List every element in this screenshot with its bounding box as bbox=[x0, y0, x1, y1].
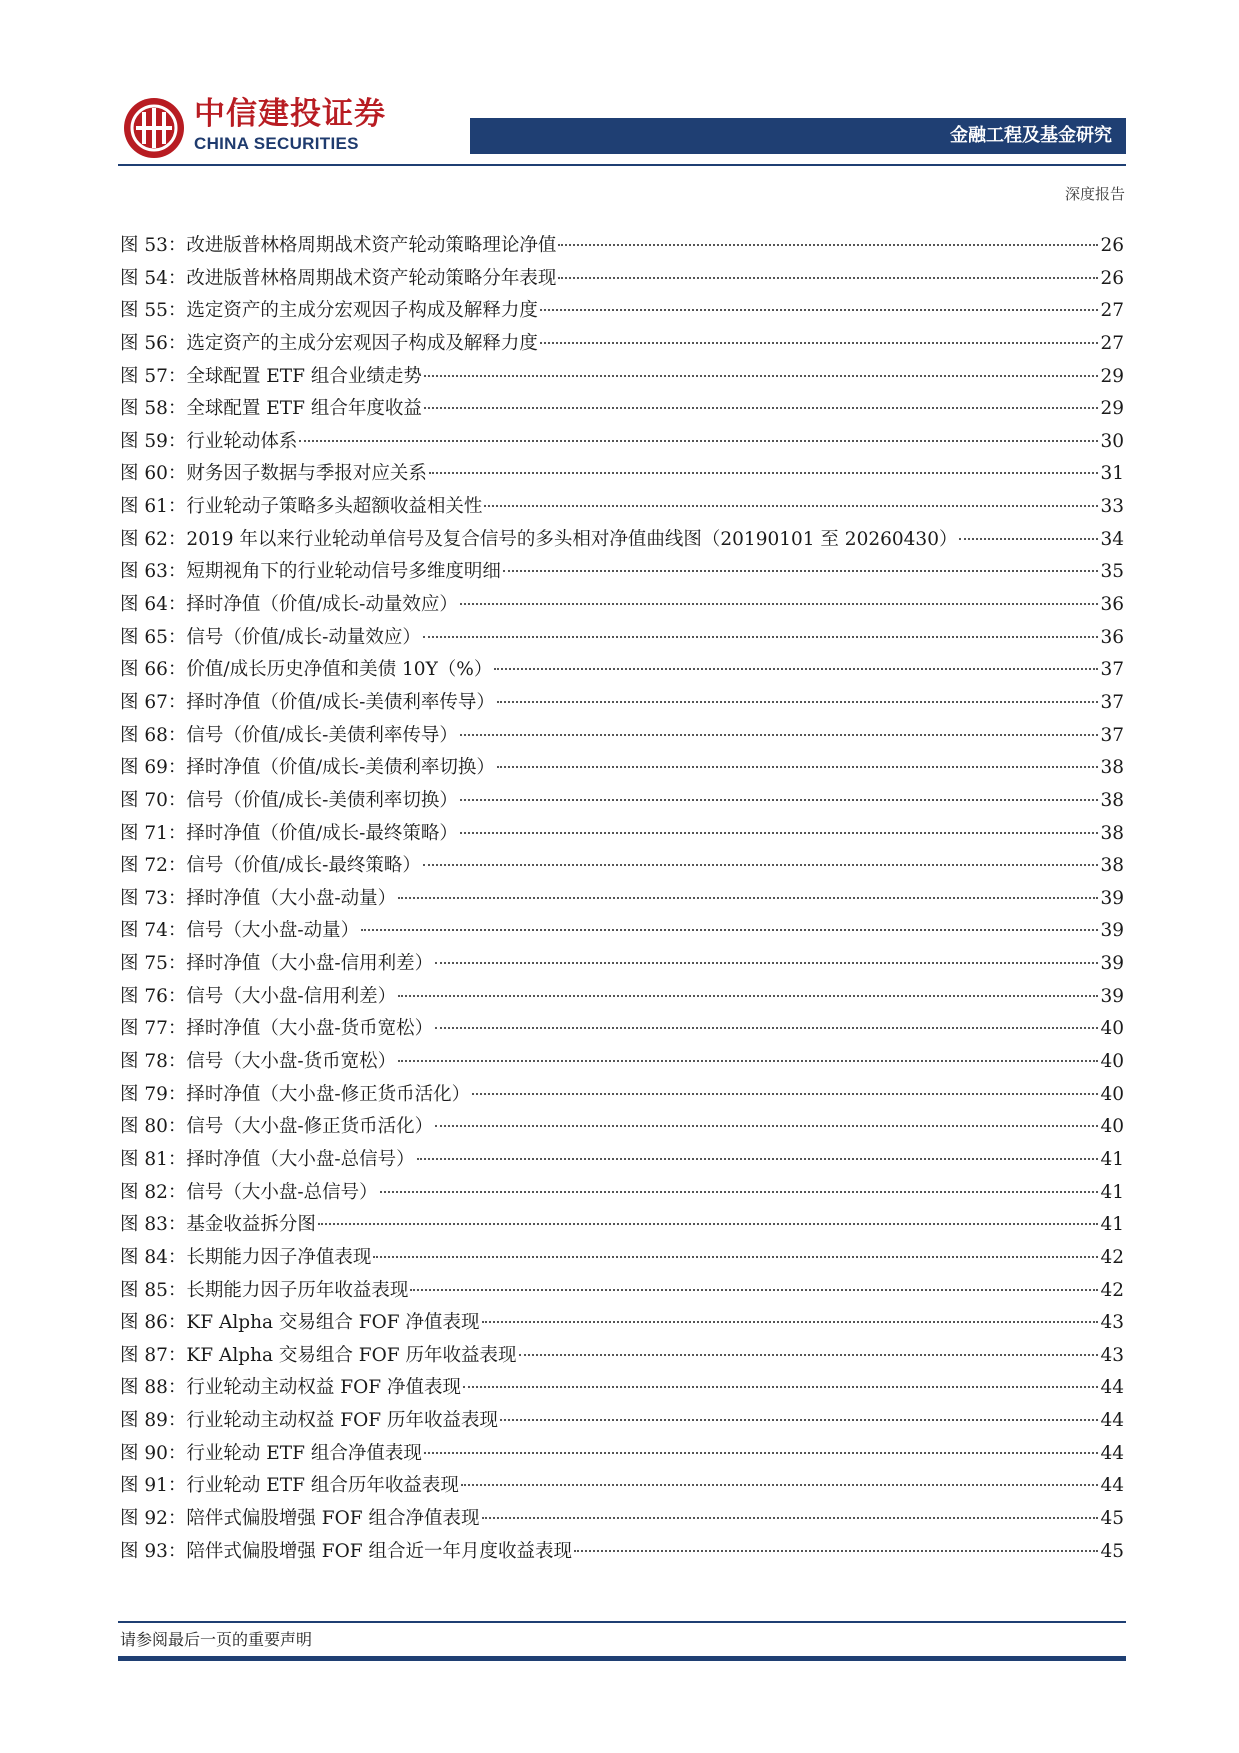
toc-page-number: 37 bbox=[1100, 724, 1124, 746]
toc-dot-leader bbox=[398, 1060, 1098, 1062]
toc-figure-title: 信号（大小盘-货币宽松） bbox=[186, 1051, 397, 1073]
toc-page-number: 42 bbox=[1100, 1279, 1124, 1301]
toc-page-number: 40 bbox=[1100, 1018, 1124, 1040]
toc-page-number: 36 bbox=[1100, 626, 1124, 648]
toc-entry[interactable] bbox=[120, 1177, 1124, 1210]
toc-page-number: 29 bbox=[1100, 365, 1124, 387]
toc-figure-title: 改进版普林格周期战术资产轮动策略理论净值 bbox=[186, 235, 557, 256]
toc-entry[interactable] bbox=[120, 654, 1124, 687]
toc-entry[interactable] bbox=[120, 1046, 1124, 1079]
toc-dot-leader bbox=[482, 1517, 1099, 1519]
toc-dot-leader bbox=[423, 636, 1099, 638]
toc-entry[interactable] bbox=[120, 818, 1124, 851]
toc-figure-label: 图 78： bbox=[120, 1051, 187, 1073]
toc-page-number: 41 bbox=[1100, 1214, 1124, 1236]
toc-page-number: 37 bbox=[1100, 659, 1124, 681]
toc-dot-leader bbox=[417, 1158, 1099, 1160]
toc-figure-label: 图 74： bbox=[120, 920, 187, 942]
toc-figure-label: 图 64： bbox=[120, 594, 187, 616]
toc-entry[interactable] bbox=[120, 491, 1124, 524]
toc-entry[interactable] bbox=[120, 720, 1124, 753]
toc-figure-label: 图 58： bbox=[120, 398, 187, 420]
toc-dot-leader bbox=[318, 1223, 1099, 1225]
toc-dot-leader bbox=[494, 668, 1098, 670]
toc-dot-leader bbox=[484, 505, 1098, 507]
toc-dot-leader bbox=[460, 832, 1099, 834]
toc-figure-title: 选定资产的主成分宏观因子构成及解释力度 bbox=[186, 300, 538, 322]
toc-entry[interactable] bbox=[120, 1470, 1124, 1503]
toc-entry[interactable] bbox=[120, 328, 1124, 361]
toc-dot-leader bbox=[460, 799, 1099, 801]
toc-figure-title: 2019 年以来行业轮动单信号及复合信号的多头相对净值曲线图（20190101 至 20260430） bbox=[186, 528, 958, 550]
toc-page-number: 45 bbox=[1100, 1507, 1124, 1529]
toc-entry[interactable] bbox=[120, 850, 1124, 883]
china-securities-emblem-icon bbox=[122, 96, 186, 160]
toc-figure-title: 全球配置 ETF 组合业绩走势 bbox=[186, 365, 422, 387]
toc-figure-label: 图 66： bbox=[120, 659, 187, 681]
toc-figure-title: 全球配置 ETF 组合年度收益 bbox=[186, 398, 422, 420]
toc-figure-label: 图 68： bbox=[120, 724, 187, 746]
toc-entry[interactable] bbox=[120, 1405, 1124, 1438]
toc-figure-title: 短期视角下的行业轮动信号多维度明细 bbox=[186, 561, 501, 583]
toc-dot-leader bbox=[461, 1484, 1099, 1486]
report-type-label: 深度报告 bbox=[1064, 185, 1125, 203]
footer-divider-bottom bbox=[118, 1656, 1126, 1661]
toc-dot-leader bbox=[472, 1093, 1098, 1095]
toc-dot-leader bbox=[423, 864, 1099, 866]
figure-list bbox=[120, 230, 1124, 1568]
brand-name-en: CHINA SECURITIES bbox=[194, 134, 359, 153]
toc-dot-leader bbox=[299, 440, 1098, 442]
toc-dot-leader bbox=[398, 995, 1098, 997]
toc-page-number: 30 bbox=[1100, 430, 1124, 452]
banner-title: 金融工程及基金研究 bbox=[950, 125, 1112, 146]
toc-entry[interactable] bbox=[120, 948, 1124, 981]
toc-figure-label: 图 83： bbox=[120, 1214, 187, 1236]
toc-page-number: 43 bbox=[1100, 1344, 1124, 1366]
toc-entry[interactable] bbox=[120, 230, 1124, 263]
header-divider bbox=[118, 164, 1126, 166]
toc-figure-label: 图 87： bbox=[120, 1344, 187, 1366]
toc-entry[interactable] bbox=[120, 556, 1124, 589]
toc-page-number: 40 bbox=[1100, 1116, 1124, 1138]
toc-figure-title: 择时净值（大小盘-信用利差） bbox=[186, 953, 434, 975]
toc-entry[interactable] bbox=[120, 785, 1124, 818]
toc-page-number: 39 bbox=[1100, 920, 1124, 942]
toc-page-number: 37 bbox=[1100, 691, 1124, 713]
toc-entry[interactable] bbox=[120, 981, 1124, 1014]
footer-divider-top bbox=[118, 1621, 1126, 1623]
toc-dot-leader bbox=[424, 1452, 1099, 1454]
toc-page-number: 40 bbox=[1100, 1083, 1124, 1105]
toc-page-number: 35 bbox=[1100, 561, 1124, 583]
toc-page-number: 38 bbox=[1100, 822, 1124, 844]
toc-entry[interactable] bbox=[120, 1013, 1124, 1046]
toc-page-number: 41 bbox=[1100, 1181, 1124, 1203]
toc-dot-leader bbox=[361, 929, 1098, 931]
toc-entry[interactable] bbox=[120, 752, 1124, 785]
toc-dot-leader bbox=[503, 570, 1099, 572]
toc-entry[interactable] bbox=[120, 295, 1124, 328]
toc-page-number: 44 bbox=[1100, 1442, 1124, 1464]
toc-entry[interactable] bbox=[120, 1079, 1124, 1112]
toc-entry[interactable] bbox=[120, 1111, 1124, 1144]
toc-figure-label: 图 93： bbox=[120, 1540, 187, 1562]
toc-page-number: 39 bbox=[1100, 953, 1124, 975]
toc-figure-label: 图 85： bbox=[120, 1279, 187, 1301]
toc-figure-label: 图 91： bbox=[120, 1475, 187, 1497]
toc-entry[interactable] bbox=[120, 915, 1124, 948]
toc-figure-title: 长期能力因子历年收益表现 bbox=[186, 1279, 409, 1301]
toc-entry[interactable] bbox=[120, 883, 1124, 916]
toc-dot-leader bbox=[519, 1354, 1099, 1356]
toc-entry[interactable] bbox=[120, 1340, 1124, 1373]
toc-figure-label: 图 80： bbox=[120, 1116, 187, 1138]
toc-figure-title: KF Alpha 交易组合 FOF 净值表现 bbox=[186, 1312, 480, 1334]
toc-figure-label: 图 54： bbox=[120, 267, 187, 289]
toc-figure-title: 行业轮动主动权益 FOF 净值表现 bbox=[186, 1377, 462, 1399]
toc-dot-leader bbox=[574, 1550, 1098, 1552]
toc-entry[interactable] bbox=[120, 1503, 1124, 1536]
toc-figure-title: 行业轮动 ETF 组合历年收益表现 bbox=[186, 1475, 459, 1497]
toc-figure-title: 择时净值（价值/成长-动量效应） bbox=[186, 594, 458, 616]
toc-entry[interactable] bbox=[120, 1242, 1124, 1275]
toc-figure-label: 图 92： bbox=[120, 1507, 187, 1529]
toc-figure-label: 图 81： bbox=[120, 1148, 187, 1170]
toc-dot-leader bbox=[540, 309, 1099, 311]
toc-entry[interactable] bbox=[120, 1372, 1124, 1405]
toc-page-number: 45 bbox=[1100, 1540, 1124, 1562]
toc-figure-title: 择时净值（价值/成长-最终策略） bbox=[186, 822, 458, 844]
toc-figure-label: 图 77： bbox=[120, 1018, 187, 1040]
toc-dot-leader bbox=[424, 407, 1099, 409]
toc-figure-title: 信号（价值/成长-美债利率切换） bbox=[186, 789, 458, 811]
toc-figure-title: 改进版普林格周期战术资产轮动策略分年表现 bbox=[186, 267, 557, 289]
toc-figure-title: 信号（价值/成长-美债利率传导） bbox=[186, 724, 458, 746]
toc-page-number: 42 bbox=[1100, 1246, 1124, 1268]
page-header bbox=[0, 0, 1239, 203]
toc-page-number: 39 bbox=[1100, 985, 1124, 1007]
toc-entry[interactable] bbox=[120, 1438, 1124, 1471]
toc-dot-leader bbox=[435, 1125, 1098, 1127]
toc-page-number: 40 bbox=[1100, 1051, 1124, 1073]
toc-dot-leader bbox=[558, 277, 1098, 279]
toc-entry[interactable] bbox=[120, 1209, 1124, 1242]
toc-page-number: 38 bbox=[1100, 789, 1124, 811]
toc-dot-leader bbox=[463, 1386, 1098, 1388]
toc-figure-label: 图 71： bbox=[120, 822, 187, 844]
toc-figure-title: 择时净值（大小盘-动量） bbox=[186, 887, 397, 909]
toc-dot-leader bbox=[373, 1256, 1098, 1258]
toc-page-number: 26 bbox=[1100, 235, 1124, 256]
toc-figure-title: 信号（价值/成长-最终策略） bbox=[186, 855, 421, 877]
toc-dot-leader bbox=[497, 701, 1099, 703]
toc-figure-label: 图 61： bbox=[120, 496, 187, 518]
section-banner bbox=[470, 118, 1126, 154]
toc-figure-title: 信号（大小盘-修正货币活化） bbox=[186, 1116, 434, 1138]
toc-figure-title: 陪伴式偏股增强 FOF 组合近一年月度收益表现 bbox=[186, 1540, 573, 1562]
toc-figure-label: 图 76： bbox=[120, 985, 187, 1007]
toc-entry[interactable] bbox=[120, 393, 1124, 426]
toc-dot-leader bbox=[410, 1289, 1098, 1291]
toc-dot-leader bbox=[435, 962, 1098, 964]
toc-page-number: 27 bbox=[1100, 300, 1124, 322]
toc-figure-label: 图 59： bbox=[120, 430, 187, 452]
toc-dot-leader bbox=[380, 1191, 1099, 1193]
toc-figure-label: 图 62： bbox=[120, 528, 187, 550]
toc-figure-title: 陪伴式偏股增强 FOF 组合净值表现 bbox=[186, 1507, 480, 1529]
toc-entry[interactable] bbox=[120, 589, 1124, 622]
toc-page-number: 44 bbox=[1100, 1410, 1124, 1432]
toc-figure-label: 图 89： bbox=[120, 1410, 187, 1432]
toc-page-number: 38 bbox=[1100, 855, 1124, 877]
toc-page-number: 33 bbox=[1100, 496, 1124, 518]
toc-page-number: 27 bbox=[1100, 332, 1124, 354]
toc-figure-label: 图 53： bbox=[120, 235, 187, 256]
toc-entry[interactable] bbox=[120, 1144, 1124, 1177]
toc-figure-title: 行业轮动主动权益 FOF 历年收益表现 bbox=[186, 1410, 499, 1432]
toc-entry[interactable] bbox=[120, 263, 1124, 296]
toc-figure-label: 图 75： bbox=[120, 953, 187, 975]
toc-figure-label: 图 82： bbox=[120, 1181, 187, 1203]
toc-figure-title: 择时净值（大小盘-修正货币活化） bbox=[186, 1083, 471, 1105]
toc-figure-title: 价值/成长历史净值和美债 10Y（%） bbox=[186, 659, 493, 681]
toc-figure-label: 图 88： bbox=[120, 1377, 187, 1399]
toc-figure-label: 图 72： bbox=[120, 855, 187, 877]
footer-disclaimer: 请参阅最后一页的重要声明 bbox=[120, 1630, 313, 1649]
toc-entry[interactable] bbox=[120, 687, 1124, 720]
brand-name-cn: 中信建投证券 bbox=[194, 96, 386, 132]
toc-figure-title: 信号（大小盘-信用利差） bbox=[186, 985, 397, 1007]
toc-page-number: 29 bbox=[1100, 398, 1124, 420]
toc-dot-leader bbox=[497, 766, 1099, 768]
toc-figure-label: 图 79： bbox=[120, 1083, 187, 1105]
toc-page-number: 44 bbox=[1100, 1475, 1124, 1497]
toc-dot-leader bbox=[398, 897, 1098, 899]
toc-page-number: 34 bbox=[1100, 528, 1124, 550]
toc-figure-label: 图 65： bbox=[120, 626, 187, 648]
toc-figure-title: 信号（大小盘-动量） bbox=[186, 920, 360, 942]
toc-figure-label: 图 86： bbox=[120, 1312, 187, 1334]
toc-page-number: 39 bbox=[1100, 887, 1124, 909]
toc-figure-title: KF Alpha 交易组合 FOF 历年收益表现 bbox=[186, 1344, 517, 1366]
toc-figure-title: 择时净值（价值/成长-美债利率传导） bbox=[186, 691, 495, 713]
toc-page-number: 31 bbox=[1100, 463, 1124, 485]
toc-entry[interactable] bbox=[120, 1536, 1124, 1569]
toc-figure-label: 图 67： bbox=[120, 691, 187, 713]
toc-page-number: 44 bbox=[1100, 1377, 1124, 1399]
toc-figure-title: 财务因子数据与季报对应关系 bbox=[186, 463, 427, 485]
toc-dot-leader bbox=[429, 472, 1099, 474]
toc-entry[interactable] bbox=[120, 622, 1124, 655]
toc-figure-title: 信号（价值/成长-动量效应） bbox=[186, 626, 421, 648]
toc-entry[interactable] bbox=[120, 426, 1124, 459]
toc-figure-title: 行业轮动体系 bbox=[186, 430, 298, 452]
toc-figure-label: 图 60： bbox=[120, 463, 187, 485]
toc-figure-label: 图 70： bbox=[120, 789, 187, 811]
toc-figure-title: 长期能力因子净值表现 bbox=[186, 1246, 372, 1268]
toc-dot-leader bbox=[460, 734, 1099, 736]
toc-figure-label: 图 56： bbox=[120, 332, 187, 354]
toc-dot-leader bbox=[482, 1321, 1099, 1323]
toc-figure-title: 行业轮动 ETF 组合净值表现 bbox=[186, 1442, 422, 1464]
toc-page-number: 41 bbox=[1100, 1148, 1124, 1170]
toc-entry[interactable] bbox=[120, 1307, 1124, 1340]
toc-figure-title: 择时净值（大小盘-货币宽松） bbox=[186, 1018, 434, 1040]
toc-figure-title: 行业轮动子策略多头超额收益相关性 bbox=[186, 496, 483, 518]
toc-dot-leader bbox=[558, 244, 1098, 246]
toc-figure-title: 选定资产的主成分宏观因子构成及解释力度 bbox=[186, 332, 538, 354]
toc-figure-label: 图 69： bbox=[120, 757, 187, 779]
toc-entry[interactable] bbox=[120, 458, 1124, 491]
toc-entry[interactable] bbox=[120, 361, 1124, 394]
toc-dot-leader bbox=[435, 1027, 1098, 1029]
toc-dot-leader bbox=[460, 603, 1099, 605]
toc-dot-leader bbox=[424, 375, 1099, 377]
toc-figure-label: 图 73： bbox=[120, 887, 187, 909]
toc-figure-label: 图 90： bbox=[120, 1442, 187, 1464]
toc-figure-label: 图 57： bbox=[120, 365, 187, 387]
toc-figure-title: 信号（大小盘-总信号） bbox=[186, 1181, 378, 1203]
toc-figure-title: 基金收益拆分图 bbox=[186, 1214, 316, 1236]
toc-page-number: 38 bbox=[1100, 757, 1124, 779]
toc-dot-leader bbox=[500, 1419, 1098, 1421]
toc-page-number: 36 bbox=[1100, 594, 1124, 616]
toc-figure-title: 择时净值（大小盘-总信号） bbox=[186, 1148, 415, 1170]
toc-entry[interactable] bbox=[120, 524, 1124, 557]
toc-page-number: 43 bbox=[1100, 1312, 1124, 1334]
toc-figure-label: 图 84： bbox=[120, 1246, 187, 1268]
toc-figure-label: 图 55： bbox=[120, 300, 187, 322]
toc-entry[interactable] bbox=[120, 1275, 1124, 1308]
toc-figure-title: 择时净值（价值/成长-美债利率切换） bbox=[186, 757, 495, 779]
toc-dot-leader bbox=[540, 342, 1099, 344]
toc-page-number: 26 bbox=[1100, 267, 1124, 289]
toc-dot-leader bbox=[959, 538, 1098, 540]
toc-figure-label: 图 63： bbox=[120, 561, 187, 583]
